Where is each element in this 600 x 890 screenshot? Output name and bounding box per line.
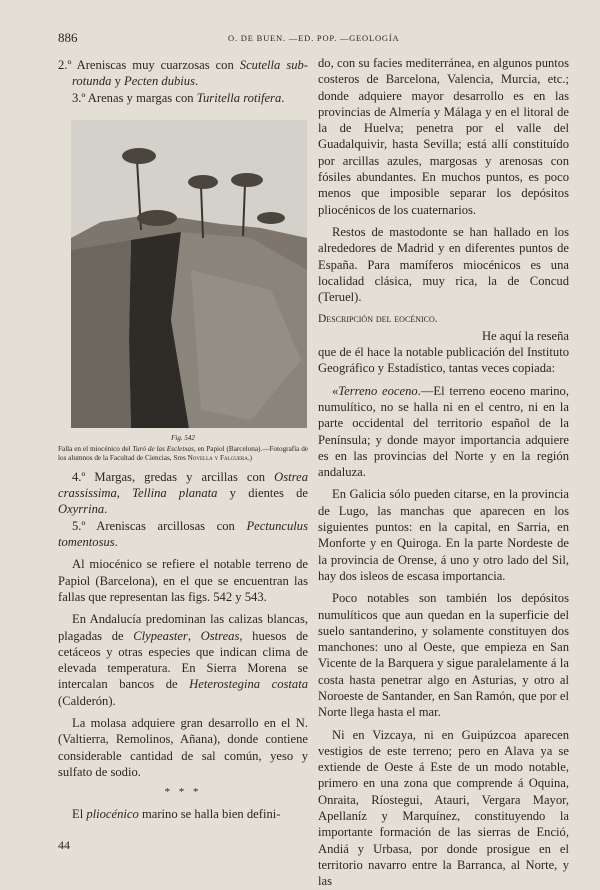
list-item-2: 2.º Areniscas muy cuarzosas con Scutella sub-rotunda y Pecten dubius. [58, 58, 309, 89]
left-column [58, 57, 308, 823]
page-header [58, 30, 572, 46]
list-item-5: 5.º Areniscas arcillosas con Pectunculus tomentosus. [58, 518, 308, 550]
paragraph-molasa: La molasa adquiere gran desarrollo en el N. (Valtierra, Remolinos, Añana), donde contiene considerable cantidad de sal común, yeso y sulfato de sodio. [58, 716, 308, 779]
fault-photograph [71, 120, 307, 428]
paragraph-galicia: En Galicia sólo pueden citarse, en la provincia de Lugo, las manchas que aparecen en los siguientes puntos: en la capital, en Sarria, en Monforte y en Quiroga. En la parte Nordeste de la provincia de Orense, á uno y otro lado del Sil, hay dos isleos de escasa importancia. [318, 487, 569, 583]
page-number: 886 [58, 30, 78, 45]
paragraph-mastodonte: Restos de mastodonte se han hallado en los alrededores de Madrid y en diferentes puntos de España. Para mamíferos miocénicos es una localidad clásica, muy rica, la de Concud (Teruel). [318, 224, 569, 305]
paragraph-alava: Ni en Vizcaya, ni en Guipúzcoa aparecen vestigios de este terreno; pero en Alava ya se extiende de Oeste á Este de un modo notable, primero en una zona que comprende á Oquina, Onraita, Ríostegui, Atauri, Vergara Mayor, Apellaníz y Marquínez, constituyendo la importante formación de las sierras de Enció, Andiá y Urbasa, por donde prosigue en el territorio navarro entre la Barranca, al Norte, y las [318, 727, 569, 889]
signature-mark: 44 [58, 838, 70, 852]
section-heading: Descripción del eocénico. [318, 313, 438, 326]
list-item-3: 3.º Arenas y margas con Turitella rotifera. [72, 90, 285, 105]
paragraph-pliocenico: El pliocénico marino se halla bien defini- [72, 807, 281, 822]
list-item-4: 4.º Margas, gredas y arcillas con Ostrea crassissima, Tellina planata y dientes de Oxyrrina. [58, 469, 308, 517]
paragraph-intro-a: He aquí la reseña [481, 328, 569, 343]
paragraph-intro-b: que de él hace la notable publicación del Instituto Geográfico y Estadístico, tantas veces copiada: [318, 345, 569, 376]
figure-photo [71, 120, 307, 428]
section-stars: * * * [164, 786, 202, 799]
right-column [318, 55, 569, 890]
paragraph-santander: Poco notables son también los depósitos numulíticos que aun quedan en la superficie del suelo santanderino, y solamente constituyen dos manchones: uno al Oeste, que empieza en San Vicente de la Barquera y sigue paralelamente á la costa hasta penetrar algo en Asturias, y otro al Noroeste de Santander, en San Ramón, que por el Norte llega hasta el mar. [318, 591, 569, 720]
paragraph-papiol: Al miocénico se refiere el notable terreno de Papiol (Barcelona), en el que se encuentran las fallas que representan las figs. 542 y 543. [58, 557, 308, 604]
paragraph-continuation: do, con su facies mediterránea, en algunos puntos costeros de Barcelona, Valencia, Murcia, etc.; donde adquiere mayor desarrollo es en las provincias de Almería y Málaga y en el litoral de la de Huelva; penetra por el valle del Guadalquivir, hasta Sevilla; está allí constituído por arcillas azules, margosas y arenosas con fósiles abundantes. En muchos puntos, es poco menos que imposible separar los depósitos pliocénicos de los cuaternarios. [318, 56, 569, 217]
paragraph-andalucia: En Andalucía predominan las calizas blancas, plagadas de Clypeaster, Ostreas, huesos de cetáceos y otras especies que indican clima de elevada temperatura. En Sierra Morena se intercalan bancos de Heterostegina costata (Calderón). [58, 612, 309, 708]
paragraph-eoceno: «Terreno eoceno.—El terreno eoceno marino, numulítico, no se halla ni en el centro, ni en la parte occidental del territorio español de la Península; y donde mayor importancia adquiere es en las provincias del Norte y en la región andaluza. [318, 383, 569, 480]
figure-label: Fig. 542 [171, 433, 195, 442]
figure-caption: Falla en el miocénico del Turó de las Escletxas, en Papiol (Barcelona).—Fotografía de los alumnos de la Facultad de Ciencias, Sres Novella y Falguera.) [58, 444, 308, 462]
running-title: O. DE BUEN. —ED. POP. —GEOLOGÍA [228, 33, 400, 43]
